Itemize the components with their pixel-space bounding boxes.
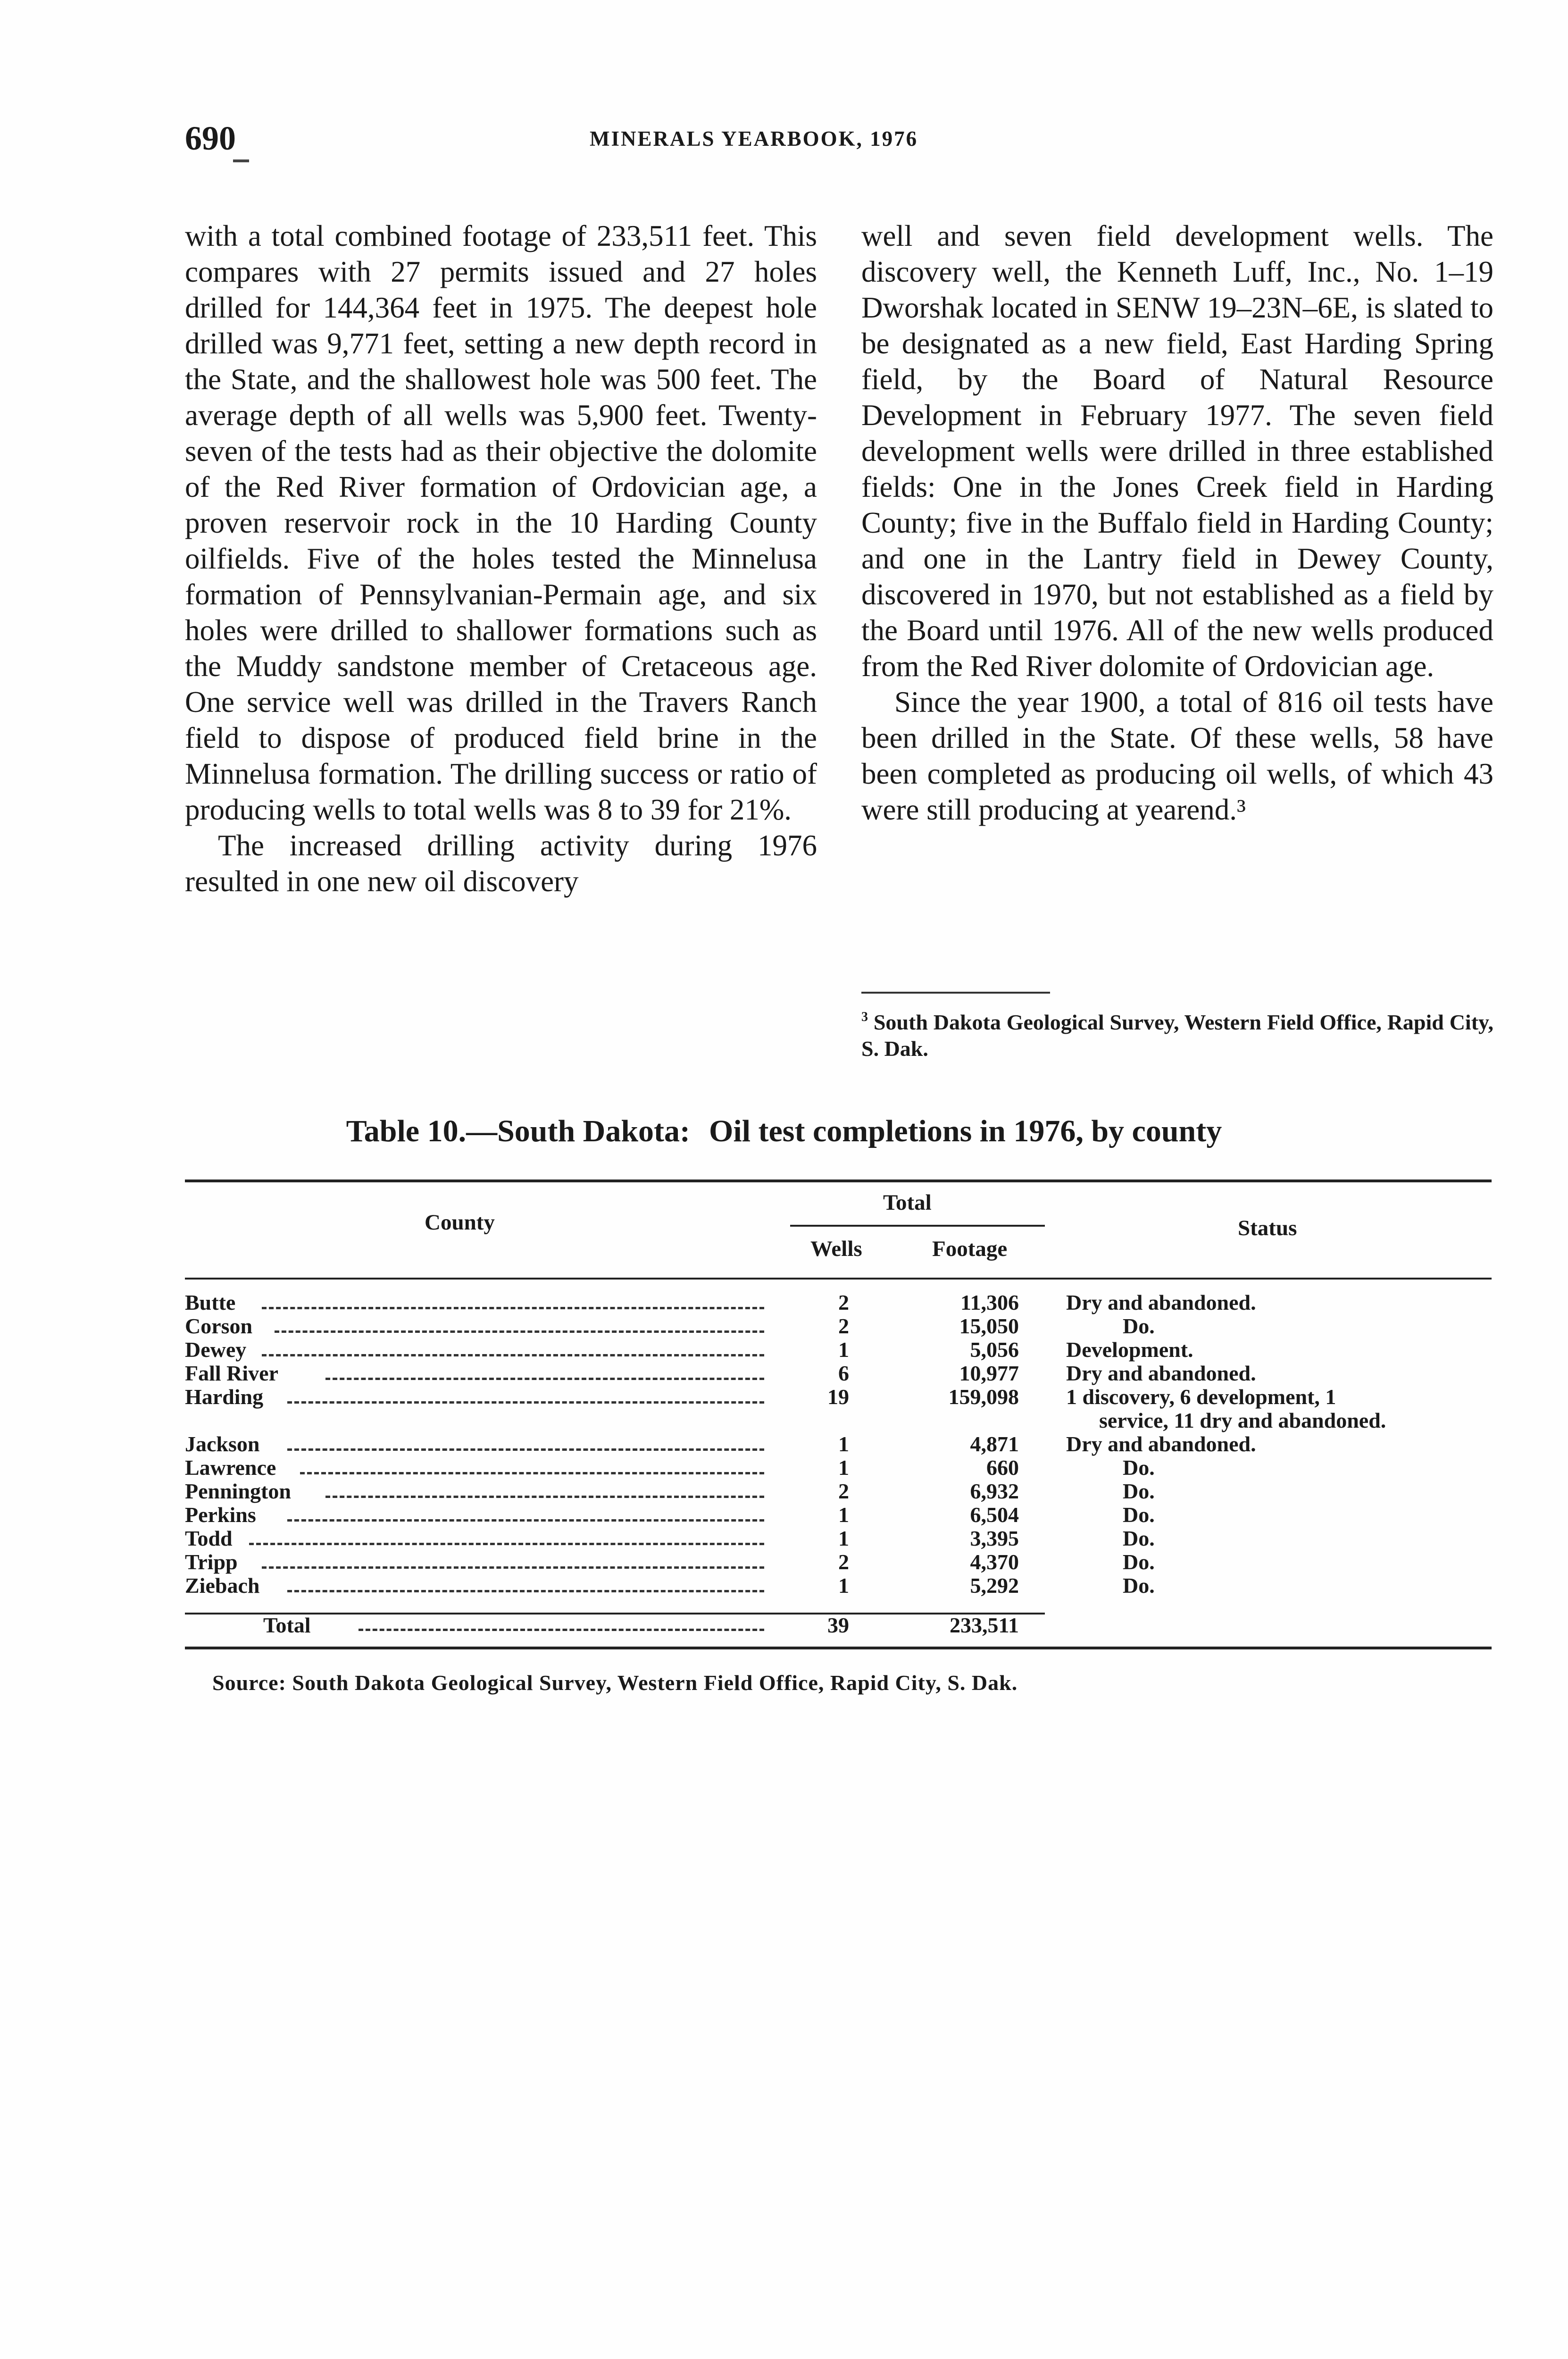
- row-leader: [249, 1543, 764, 1545]
- footage-cell: 5,056: [970, 1338, 1019, 1362]
- footage-cell: 6,504: [970, 1503, 1019, 1527]
- footnote-marker: 3: [861, 1010, 868, 1024]
- table-source-note: Source: South Dakota Geological Survey, Western Field Office, Rapid City, S. Dak.: [212, 1671, 1018, 1695]
- wells-cell: 2: [838, 1550, 849, 1574]
- total-header: Total: [883, 1190, 932, 1215]
- row-leader: [287, 1519, 764, 1522]
- table-header-rule: [185, 1278, 1492, 1280]
- table-title-prefix: Table 10.—South Dakota:: [346, 1114, 691, 1148]
- page-number-underline: [233, 159, 249, 162]
- row-leader: [262, 1354, 764, 1356]
- county-cell: Ziebach: [185, 1573, 260, 1598]
- total-row-leader: [359, 1629, 764, 1631]
- county-cell: Corson: [185, 1314, 253, 1338]
- status-cell: Do.: [1123, 1526, 1155, 1550]
- county-cell: Harding: [185, 1385, 264, 1409]
- wells-cell: 2: [838, 1290, 849, 1314]
- status-cell: 1 discovery, 6 development, 1: [1066, 1385, 1336, 1409]
- row-leader: [300, 1472, 764, 1474]
- total-wells: 39: [827, 1613, 849, 1637]
- table-bottom-rule: [185, 1647, 1492, 1649]
- wells-cell: 2: [838, 1314, 849, 1338]
- footage-cell: 3,395: [970, 1526, 1019, 1550]
- status-cell: Dry and abandoned.: [1066, 1290, 1256, 1314]
- county-cell: Pennington: [185, 1479, 291, 1503]
- status-cell: Do.: [1123, 1456, 1155, 1480]
- row-leader: [262, 1566, 764, 1569]
- row-leader: [287, 1448, 764, 1451]
- right-text-column: [861, 218, 1493, 828]
- wells-cell: 6: [838, 1361, 849, 1385]
- county-cell: Tripp: [185, 1550, 238, 1574]
- row-leader: [325, 1378, 764, 1380]
- footnote: [861, 1004, 1493, 1062]
- status-header: Status: [1238, 1216, 1297, 1240]
- status-cell: Do.: [1123, 1314, 1155, 1338]
- footage-cell: 159,098: [948, 1385, 1019, 1409]
- wells-cell: 1: [838, 1526, 849, 1550]
- wells-cell: 1: [838, 1432, 849, 1456]
- total-footage: 233,511: [950, 1613, 1019, 1637]
- status-cell: Do.: [1123, 1550, 1155, 1574]
- status-cell: Dry and abandoned.: [1066, 1432, 1256, 1456]
- footage-cell: 15,050: [959, 1314, 1019, 1338]
- body-paragraph: Since the year 1900, a total of 816 oil tests have been drilled in the State. Of these wells, 58 have been completed as producing oil wells, of which 43 were still producing at yearend.³: [861, 686, 1493, 826]
- footage-cell: 4,370: [970, 1550, 1019, 1574]
- status-cell: Development.: [1066, 1338, 1193, 1362]
- county-cell: Todd: [185, 1526, 233, 1550]
- county-cell: Butte: [185, 1290, 236, 1314]
- county-header: County: [425, 1210, 495, 1235]
- status-cell-continued: service, 11 dry and abandoned.: [1099, 1408, 1386, 1432]
- wells-cell: 1: [838, 1503, 849, 1527]
- footnote-rule: [861, 992, 1050, 994]
- body-paragraph: well and seven field development wells. The discovery well, the Kenneth Luff, Inc., No. 1–19 Dworshak located in SENW 19–23N–6E, is slated to be designated as a new field, East Harding Spring field, by the Board of Natural Resource Development in February 1977. The seven field development wells were drilled in three established fields: One in the Jones Creek field in Harding County; five in the Buffalo field in Harding County; and one in the Lantry field in Dewey County, discovered in 1970, but not established as a field by the Board until 1976. All of the new wells produced from the Red River dolomite of Ordovician age.: [861, 219, 1493, 683]
- footage-cell: 5,292: [970, 1573, 1019, 1598]
- status-cell: Do.: [1123, 1503, 1155, 1527]
- table-top-rule: [185, 1180, 1492, 1182]
- wells-cell: 2: [838, 1479, 849, 1503]
- footage-cell: 6,932: [970, 1479, 1019, 1503]
- status-cell: Do.: [1123, 1479, 1155, 1503]
- county-cell: Fall River: [185, 1361, 278, 1385]
- wells-cell: 1: [838, 1573, 849, 1598]
- wells-header: Wells: [810, 1237, 862, 1261]
- running-head: MINERALS YEARBOOK, 1976: [590, 127, 918, 151]
- row-leader: [287, 1590, 764, 1592]
- footnote-text: South Dakota Geological Survey, Western Field Office, Rapid City, S. Dak.: [861, 1010, 1493, 1061]
- wells-cell: 19: [827, 1385, 849, 1409]
- footage-cell: 4,871: [970, 1432, 1019, 1456]
- county-cell: Perkins: [185, 1503, 256, 1527]
- county-cell: Jackson: [185, 1432, 260, 1456]
- left-text-column: [185, 218, 817, 899]
- wells-cell: 1: [838, 1338, 849, 1362]
- footage-cell: 10,977: [959, 1361, 1019, 1385]
- row-leader: [287, 1401, 764, 1404]
- status-cell: Dry and abandoned.: [1066, 1361, 1256, 1385]
- wells-cell: 1: [838, 1456, 849, 1480]
- status-cell: Do.: [1123, 1573, 1155, 1598]
- total-spanner-rule: [790, 1225, 1045, 1227]
- county-cell: Lawrence: [185, 1456, 276, 1480]
- body-paragraph: with a total combined footage of 233,511 feet. This compares with 27 permits issued and 27 holes drilled for 144,364 feet in 1975. The deepest hole drilled was 9,771 feet, setting a new depth record in the State, and the shallowest hole was 500 feet. The average depth of all wells was 5,900 feet. Twenty-seven of the tests had as their objective the dolomite of the Red River formation of Ordovician age, a proven reservoir rock in the 10 Harding County oilfields. Five of the holes tested the Minnelusa formation of Pennsylvanian-Permain age, and six holes were drilled to shallower formations such as the Muddy sandstone member of Cretaceous age. One service well was drilled in the Travers Ranch field to dispose of produced field brine in the Minnelusa formation. The drilling success or ratio of producing wells to total wells was 8 to 39 for 21%.: [185, 219, 817, 826]
- row-leader: [325, 1496, 764, 1498]
- table-title: [0, 1113, 1568, 1149]
- row-leader: [275, 1330, 764, 1333]
- page-number: 690: [185, 119, 236, 157]
- body-paragraph: The increased drilling activity during 1976 resulted in one new oil discovery: [185, 829, 817, 898]
- footage-cell: 660: [986, 1456, 1019, 1480]
- total-row-label: Total: [263, 1613, 311, 1637]
- table-title-main: Oil test completions in 1976, by county: [709, 1114, 1222, 1148]
- county-cell: Dewey: [185, 1338, 247, 1362]
- footage-header: Footage: [932, 1237, 1008, 1261]
- footage-cell: 11,306: [960, 1290, 1019, 1314]
- row-leader: [262, 1307, 764, 1309]
